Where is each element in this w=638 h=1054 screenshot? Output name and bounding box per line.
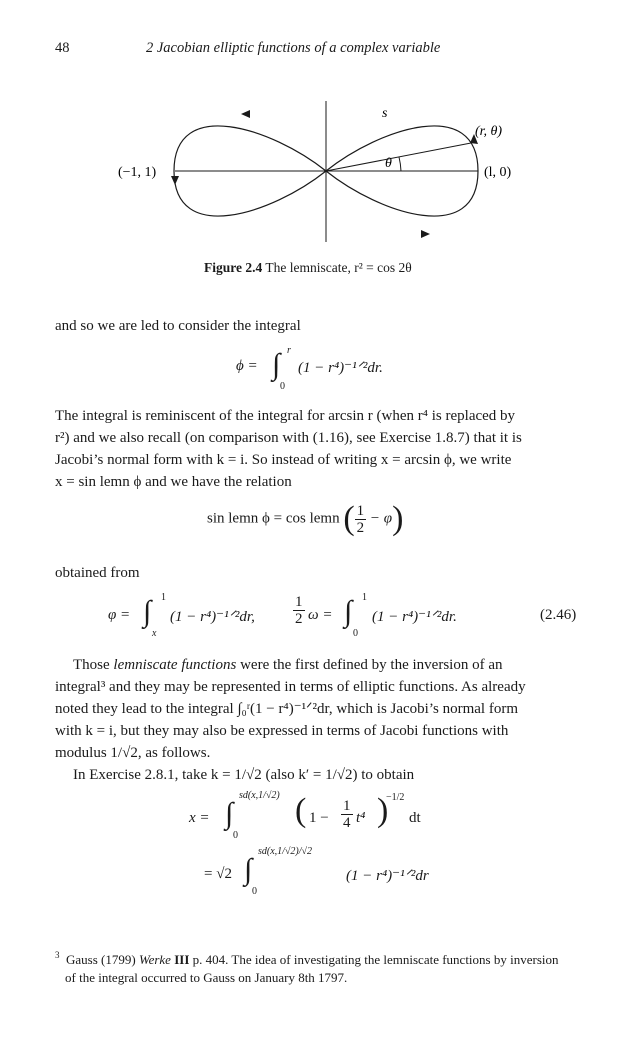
- equation-4: x = ∫ sd(x,1/√2) 0 ( 1 − $\frac{1}{4}$ t⁴ ) −1/2 dt: [189, 790, 421, 841]
- running-title: 2 Jacobian elliptic functions of a complex variable: [146, 40, 441, 56]
- p4-emphasis: lemniscate functions: [113, 657, 237, 673]
- eq3-a-lhs: φ =: [108, 607, 131, 623]
- eq3-a-upper-limit: 1: [161, 592, 166, 603]
- eq3-b-numerator: 1: [295, 594, 303, 610]
- footnote: [55, 946, 559, 987]
- p2-line-3: Jacobi’s normal form with k = i. So instead of writing x = arcsin ϕ, we write: [55, 452, 512, 468]
- eq3-b-denominator: 2: [295, 611, 303, 627]
- eq1-lhs: ϕ =: [236, 358, 258, 374]
- label-s: s: [382, 106, 388, 121]
- eq5-integrand: (1 − r⁴)⁻¹ᐟ²dr: [346, 868, 429, 884]
- eq4-lower-limit: 0: [233, 830, 238, 841]
- equation-number: (2.46): [540, 607, 577, 623]
- label-left-point: (−1, 1): [118, 165, 157, 180]
- footnote-line-1-text: p. 404. The idea of investigating the lemniscate functions by inversion: [192, 952, 559, 967]
- paragraph-3: obtained from: [55, 565, 140, 581]
- eq1-integrand: (1 − r⁴)⁻¹ᐟ²dr.: [298, 360, 383, 376]
- figure-caption: [204, 260, 412, 276]
- equation-5: = √2 ∫ sd(x,1/√2)/√2 0 (1 − r⁴)⁻¹ᐟ²dr: [204, 846, 429, 897]
- footnote-volume: III: [174, 952, 190, 967]
- p4-line-4: with k = i, but they may also be expressed in terms of Jacobi functions with: [55, 723, 509, 739]
- eq4-exponent: −1/2: [386, 792, 405, 803]
- p4-line-1: [55, 654, 526, 676]
- label-right-point: (l, 0): [484, 165, 512, 180]
- eq4-upper-limit: sd(x,1/√2): [239, 790, 280, 801]
- paragraph-4: [55, 654, 526, 786]
- eq4-inner-a: 1 −: [309, 810, 329, 826]
- figure-caption-label: Figure 2.4: [204, 260, 263, 275]
- footnote-line-2: of the integral occurred to Gauss on January 8th 1797.: [65, 970, 348, 985]
- eq2-numerator: 1: [356, 502, 365, 519]
- p4-line-5: modulus 1/√2, as follows.: [55, 745, 211, 761]
- eq4-inner-numerator: 1: [343, 798, 351, 814]
- p2-line-2: r²) and we also recall (on comparison with (1.16), see Exercise 1.8.7) that it is: [55, 430, 522, 446]
- p4-line-3: noted they lead to the integral ∫₀ʳ(1 − r⁴)⁻¹ᐟ²dr, which is Jacobi’s normal form: [55, 701, 519, 717]
- eq1-lower-limit: 0: [280, 381, 285, 392]
- footnote-line-1: [55, 946, 559, 969]
- footnote-work-title: Werke: [138, 952, 171, 967]
- footnote-marker: 3: [55, 950, 60, 960]
- eq5-lower-limit: 0: [252, 886, 257, 897]
- label-r-theta: (r, θ): [475, 124, 503, 139]
- eq2-lhs: sin lemn ϕ = cos lemn: [207, 510, 340, 527]
- equation-3: φ = ∫ 1 x (1 − r⁴)⁻¹ᐟ²dr, $\frac{1}{2}$ ω = ∫ 1 0 (1 − r⁴)⁻¹ᐟ²dr. (2.46): [108, 592, 577, 639]
- radius-line: [326, 143, 471, 171]
- eq3-a-integrand: (1 − r⁴)⁻¹ᐟ²dr,: [170, 609, 255, 625]
- eq4-lhs: x =: [189, 810, 210, 826]
- eq2-denominator: 2: [356, 519, 365, 536]
- equation-2: sin lemn ϕ = cos lemn ( $\frac{1}{2}$ − φ): [207, 500, 404, 537]
- label-theta: θ: [385, 156, 392, 171]
- arrow-left-lower: [171, 176, 179, 185]
- p2-line-1: The integral is reminiscent of the integral for arcsin r (when r⁴ is replaced by: [55, 408, 516, 424]
- eq4-inner-denominator: 4: [343, 815, 351, 831]
- p4-line-1-b: were the first defined by the inversion of an: [240, 657, 503, 673]
- p4-line-2: integral³ and they may be represented in terms of elliptic functions. As already: [55, 679, 526, 695]
- eq5-upper-limit: sd(x,1/√2)/√2: [258, 846, 313, 857]
- eq3-b-lower-limit: 0: [353, 628, 358, 639]
- p4-line-1-a: Those: [73, 657, 110, 673]
- eq3-a-lower-limit: x: [152, 628, 157, 639]
- eq4-inner-b: t⁴: [356, 810, 366, 826]
- p5-line-1: In Exercise 2.8.1, take k = 1/√2 (also k′ = 1/√2) to obtain: [73, 767, 415, 783]
- eq3-b-integrand: (1 − r⁴)⁻¹ᐟ²dr.: [372, 609, 457, 625]
- arrow-bottom-right: [421, 230, 430, 238]
- figure-caption-text: The lemniscate, r² = cos 2θ: [265, 260, 412, 275]
- eq3-b-mid: ω =: [308, 607, 333, 623]
- eq1-upper-limit: r: [287, 345, 291, 356]
- paragraph-2: [55, 405, 522, 493]
- page-number: 48: [55, 40, 70, 56]
- paragraph-1: and so we are led to consider the integral: [55, 318, 301, 334]
- footnote-citation: Gauss (1799): [66, 952, 136, 967]
- eq2-tail: − φ: [369, 510, 393, 527]
- angle-arc: [399, 157, 401, 171]
- eq5-lhs: = √2: [204, 866, 232, 882]
- eq3-b-upper-limit: 1: [362, 592, 367, 603]
- eq4-differential: dt: [409, 810, 421, 826]
- arrow-top-left: [241, 110, 250, 118]
- p2-line-4: x = sin lemn ϕ and we have the relation: [55, 474, 292, 490]
